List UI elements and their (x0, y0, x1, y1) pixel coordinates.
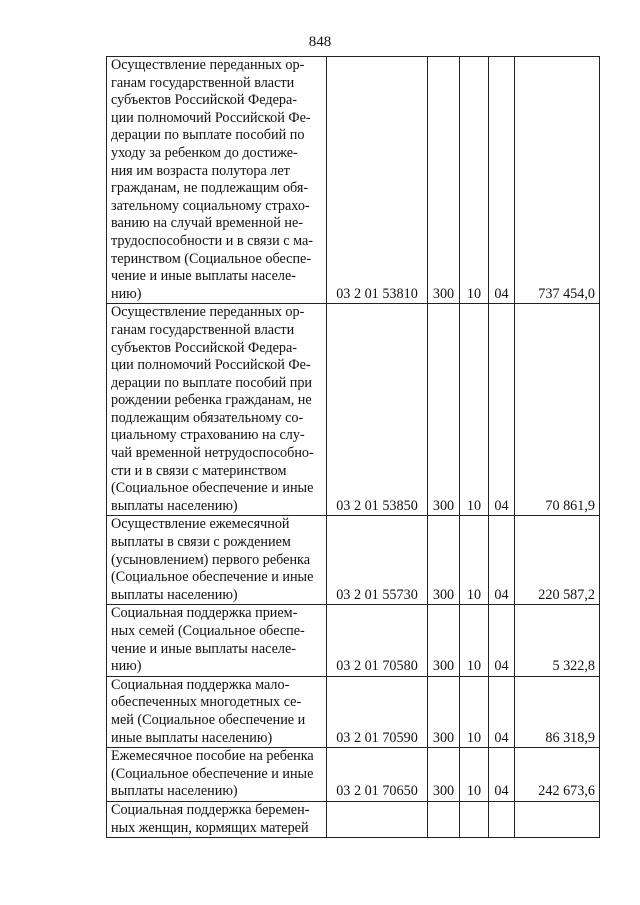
budget-table (106, 56, 600, 838)
expense-name-line: дерации по выплате пособий по (111, 127, 305, 144)
expense-name-line: Социальная поддержка прием- (111, 605, 298, 622)
expense-name-cell (107, 605, 327, 676)
expense-name-line: выплаты в связи с рождением (111, 534, 291, 551)
expense-type-cell (428, 801, 460, 837)
expense-name-line: Социальная поддержка мало- (111, 676, 290, 693)
expense-name-line: Социальная поддержка беремен- (111, 801, 310, 818)
target-article-code-cell: 03 2 01 53810 (327, 57, 428, 304)
expense-name-line: нию) (111, 285, 142, 302)
amount-cell: 86 318,9 (515, 676, 600, 747)
table-body (107, 57, 600, 838)
target-article-code-cell: 03 2 01 70650 (327, 748, 428, 802)
target-article-code-cell: 03 2 01 53850 (327, 304, 428, 516)
subsection-cell (489, 801, 515, 837)
expense-name-cell (107, 748, 327, 802)
table-row (107, 605, 600, 676)
expense-name-line: гражданам, не подлежащим обя- (111, 180, 309, 197)
expense-type-cell: 300 (428, 516, 460, 605)
expense-name-line: иные выплаты населению) (111, 729, 273, 746)
subsection-cell: 04 (489, 304, 515, 516)
expense-name-line: ванию на случай временной не- (111, 215, 304, 232)
expense-name-line: субъектов Российской Федера- (111, 339, 297, 356)
section-cell: 10 (460, 304, 489, 516)
expense-name-line: трудоспособности и в связи с ма- (111, 232, 313, 249)
target-article-code-cell: 03 2 01 70590 (327, 676, 428, 747)
expense-name-line: (усыновлением) первого ребенка (111, 551, 311, 568)
subsection-cell: 04 (489, 605, 515, 676)
target-article-code-cell: 03 2 01 70580 (327, 605, 428, 676)
subsection-cell: 04 (489, 748, 515, 802)
expense-name-line: Осуществление ежемесячной (111, 516, 290, 533)
section-cell: 10 (460, 516, 489, 605)
expense-name-line: Осуществление переданных ор- (111, 304, 305, 321)
target-article-code-cell (327, 801, 428, 837)
expense-name-line: подлежащим обязательному со- (111, 409, 304, 426)
expense-name-line: Осуществление переданных ор- (111, 57, 305, 73)
expense-name-line: (Социальное обеспечение и иные (111, 480, 314, 497)
expense-type-cell: 300 (428, 605, 460, 676)
table-row (107, 676, 600, 747)
expense-type-cell: 300 (428, 57, 460, 304)
expense-name-cell (107, 676, 327, 747)
expense-name-cell (107, 57, 327, 304)
amount-cell: 242 673,6 (515, 748, 600, 802)
table-row (107, 748, 600, 802)
target-article-code-cell: 03 2 01 55730 (327, 516, 428, 605)
section-cell: 10 (460, 676, 489, 747)
expense-type-cell: 300 (428, 304, 460, 516)
expense-name-line: ганам государственной власти (111, 74, 295, 91)
subsection-cell: 04 (489, 676, 515, 747)
expense-name-line: выплаты населению) (111, 497, 238, 514)
section-cell (460, 801, 489, 837)
expense-name-line: ганам государственной власти (111, 321, 295, 338)
table-row (107, 801, 600, 837)
expense-name-line: мей (Социальное обеспечение и (111, 711, 306, 728)
expense-type-cell: 300 (428, 676, 460, 747)
subsection-cell: 04 (489, 57, 515, 304)
expense-name-line: выплаты населению) (111, 586, 238, 603)
amount-cell: 220 587,2 (515, 516, 600, 605)
expense-name-cell (107, 304, 327, 516)
expense-name-line: ных семей (Социальное обеспе- (111, 623, 305, 639)
section-cell: 10 (460, 57, 489, 304)
table-row (107, 516, 600, 605)
subsection-cell: 04 (489, 516, 515, 605)
expense-name-line: зательному социальному страхо- (111, 197, 310, 214)
expense-name-line: Ежемесячное пособие на ребенка (111, 748, 314, 765)
page-number: 848 (308, 34, 332, 50)
expense-name-line: выплаты населению) (111, 783, 238, 800)
table-row (107, 57, 600, 304)
amount-cell: 70 861,9 (515, 304, 600, 516)
expense-name-line: ния им возраста полутора лет (111, 162, 290, 179)
expense-name-line: рождении ребенка гражданам, не (111, 392, 312, 409)
expense-name-line: сти и в связи с материнством (111, 462, 287, 479)
expense-name-line: (Социальное обеспечение и иные (111, 569, 314, 586)
expense-name-line: обеспеченных многодетных се- (111, 694, 302, 711)
section-cell: 10 (460, 605, 489, 676)
amount-cell: 5 322,8 (515, 605, 600, 676)
expense-name-line: нию) (111, 658, 142, 675)
table-row (107, 304, 600, 516)
section-cell: 10 (460, 748, 489, 802)
expense-name-cell (107, 801, 327, 837)
expense-name-line: ных женщин, кормящих матерей (111, 819, 309, 836)
expense-name-line: дерации по выплате пособий при (111, 374, 313, 391)
expense-type-cell: 300 (428, 748, 460, 802)
expense-name-line: теринством (Социальное обеспе- (111, 250, 312, 267)
expense-name-line: уходу за ребенком до достиже- (111, 144, 298, 161)
amount-cell (515, 801, 600, 837)
expense-name-line: (Социальное обеспечение и иные (111, 765, 314, 782)
expense-name-line: чай временной нетрудоспособно- (111, 445, 314, 462)
expense-name-line: чение и иные выплаты населе- (111, 640, 297, 657)
expense-name-line: циальному страхованию на слу- (111, 427, 305, 444)
expense-name-line: ции полномочий Российской Фе- (111, 109, 311, 126)
expense-name-line: ции полномочий Российской Фе- (111, 357, 311, 374)
expense-name-cell (107, 516, 327, 605)
amount-cell: 737 454,0 (515, 57, 600, 304)
expense-name-line: чение и иные выплаты населе- (111, 268, 297, 285)
expense-name-line: субъектов Российской Федера- (111, 92, 297, 109)
